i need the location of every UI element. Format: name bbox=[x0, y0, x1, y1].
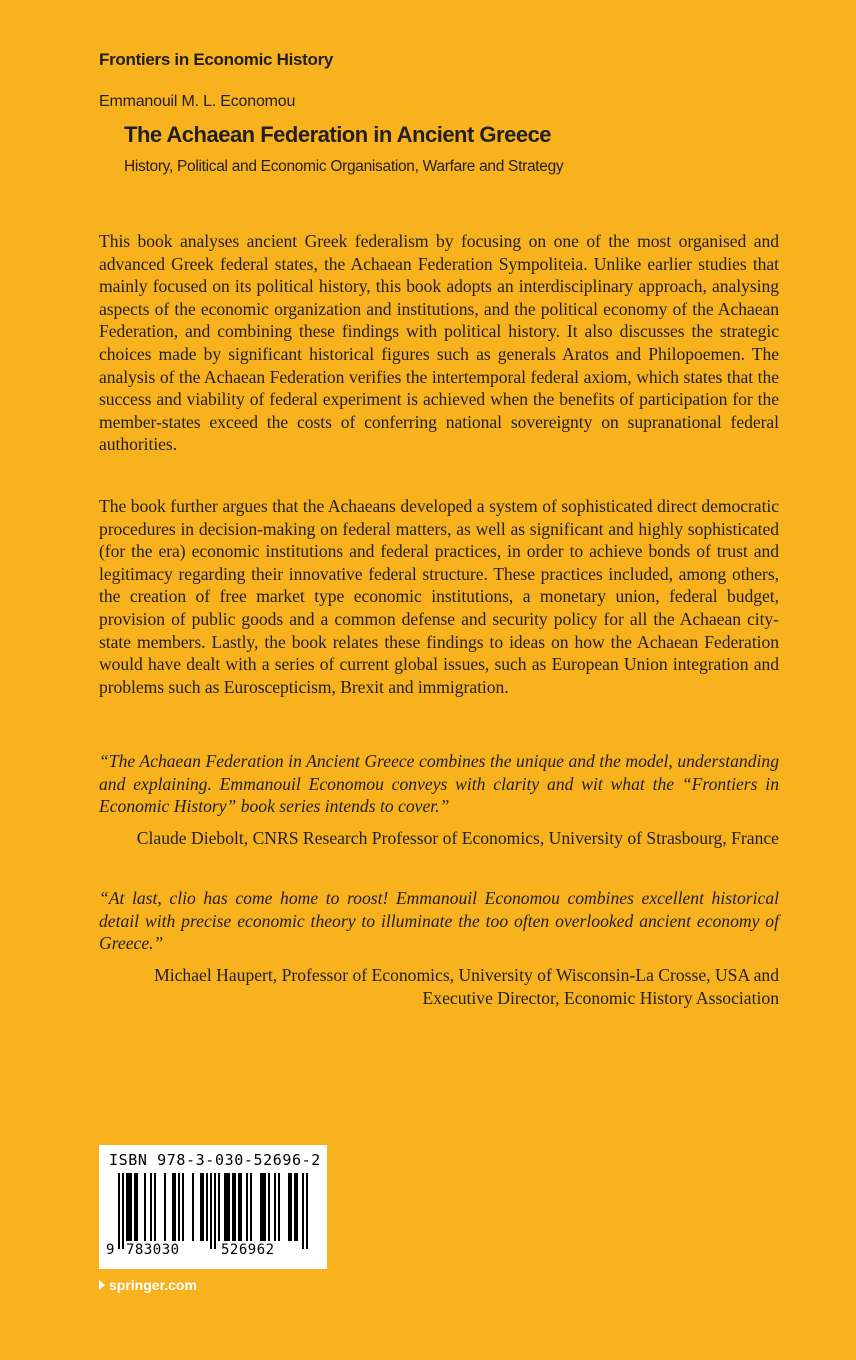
barcode-bar bbox=[202, 1173, 204, 1241]
barcode-bar bbox=[274, 1173, 276, 1241]
barcode-bar bbox=[192, 1173, 194, 1241]
barcode-digits-right: 526962 bbox=[221, 1242, 275, 1258]
publisher-link[interactable] bbox=[99, 1277, 197, 1293]
barcode-bar bbox=[296, 1173, 298, 1241]
barcode-bar bbox=[218, 1173, 220, 1241]
barcode-bar bbox=[182, 1173, 184, 1241]
barcode-bar bbox=[268, 1173, 270, 1241]
arrow-right-icon bbox=[99, 1280, 105, 1290]
barcode-bar bbox=[234, 1173, 236, 1241]
barcode-bar bbox=[260, 1173, 262, 1241]
endorsement-attribution-1: Claude Diebolt, CNRS Research Professor of Economics, University of Strasbourg, France bbox=[136, 828, 779, 848]
barcode-bar bbox=[144, 1173, 146, 1241]
description-paragraph-2: The book further argues that the Achaeans developed a system of sophisticated direct democratic procedures in decision-making on federal matters, as well as significant and highly sophisticated (for the era) economic institutions and federal practices, in order to achieve bonds of trust and legitimacy regarding their innovative federal structure. These practices included, among others, the creation of free market type economic institutions, a monetary union, federal budget, provision of public goods and a common defense and security policy for all the Achaean city-state members. Lastly, the book relates these findings to ideas on how the Achaean Federation would have dealt with a series of current global issues, such as European Union integration and problems such as Euroscepticism, Brexit and immigration. bbox=[99, 496, 779, 697]
barcode-bar bbox=[164, 1173, 166, 1241]
isbn-barcode bbox=[99, 1145, 327, 1269]
barcode-bar bbox=[214, 1173, 216, 1249]
book-title: The Achaean Federation in Ancient Greece bbox=[124, 122, 552, 147]
barcode-bar bbox=[228, 1173, 230, 1241]
barcode-bar bbox=[294, 1173, 296, 1241]
barcode-bar bbox=[302, 1173, 304, 1249]
barcode-bar bbox=[210, 1173, 212, 1249]
barcode-bar bbox=[122, 1173, 124, 1249]
barcode-bar bbox=[264, 1173, 266, 1241]
series-title: Frontiers in Economic History bbox=[99, 50, 334, 69]
barcode-bar bbox=[250, 1173, 252, 1241]
barcode-bar bbox=[136, 1173, 138, 1241]
barcode-bar bbox=[288, 1173, 290, 1241]
description-paragraph-1: This book analyses ancient Greek federalism by focusing on one of the most organised and advanced Greek federal states, the Achaean Federation Sympoliteia. Unlike earlier studies that mainly focused on its political history, this book adopts an interdisciplinary approach, analysing aspects of the economic organization and institutions, and the political economy of the Achaean Federation, and combining these findings with political history. It also discusses the strategic choices made by significant historical figures such as generals Aratos and Philopoemen. The analysis of the Achaean Federation verifies the intertemporal federal axiom, which states that the success and viability of federal experiment is achieved when the benefits of participation for the member-states exceed the costs of conferring national sovereignty on supranational federal authorities. bbox=[99, 231, 779, 455]
barcode-bar bbox=[128, 1173, 130, 1241]
barcode-bar bbox=[126, 1173, 128, 1241]
barcode-bar bbox=[172, 1173, 174, 1241]
endorsement-quote-2: “At last, clio has come home to roost! Emmanouil Economou combines excellent historical detail with precise economic theory to illuminate the too often overlooked ancient economy of Greece.” bbox=[99, 888, 779, 954]
barcode-bar bbox=[232, 1173, 234, 1241]
barcode-bar bbox=[306, 1173, 308, 1249]
barcode-bar bbox=[240, 1173, 242, 1241]
author-name: Emmanouil M. L. Economou bbox=[99, 93, 296, 110]
barcode-bar bbox=[118, 1173, 120, 1249]
barcode-bar bbox=[200, 1173, 202, 1241]
barcode-bar bbox=[262, 1173, 264, 1241]
barcode-bar bbox=[154, 1173, 156, 1241]
barcode-bar bbox=[134, 1173, 136, 1241]
barcode-bar bbox=[130, 1173, 132, 1241]
barcode-bar bbox=[246, 1173, 248, 1241]
book-subtitle: History, Political and Economic Organisation, Warfare and Strategy bbox=[124, 158, 564, 175]
barcode-bar bbox=[290, 1173, 292, 1241]
isbn-label: ISBN 978-3-030-52696-2 bbox=[109, 1151, 321, 1169]
endorsement-attribution-2: Michael Haupert, Professor of Economics, University of Wisconsin-La Crosse, USA and Executive Director, Economic History Association bbox=[154, 965, 779, 1008]
barcode-bar bbox=[174, 1173, 176, 1241]
barcode-bar bbox=[206, 1173, 208, 1241]
barcode-bar bbox=[226, 1173, 228, 1241]
barcode-digits-left: 783030 bbox=[126, 1242, 180, 1258]
endorsement-quote-1: “The Achaean Federation in Ancient Greece combines the unique and the model, understanding and explaining. Emmanouil Economou conveys with clarity and wit what the “Frontiers in Economic History” book series intends to cover.” bbox=[99, 751, 779, 817]
barcode-bar bbox=[238, 1173, 240, 1241]
barcode-digit-lead: 9 bbox=[106, 1242, 115, 1258]
barcode-bar bbox=[150, 1173, 152, 1241]
barcode-bar bbox=[278, 1173, 280, 1241]
barcode-bar bbox=[178, 1173, 180, 1241]
publisher-link-text: springer.com bbox=[109, 1277, 197, 1293]
barcode-bar bbox=[224, 1173, 226, 1241]
